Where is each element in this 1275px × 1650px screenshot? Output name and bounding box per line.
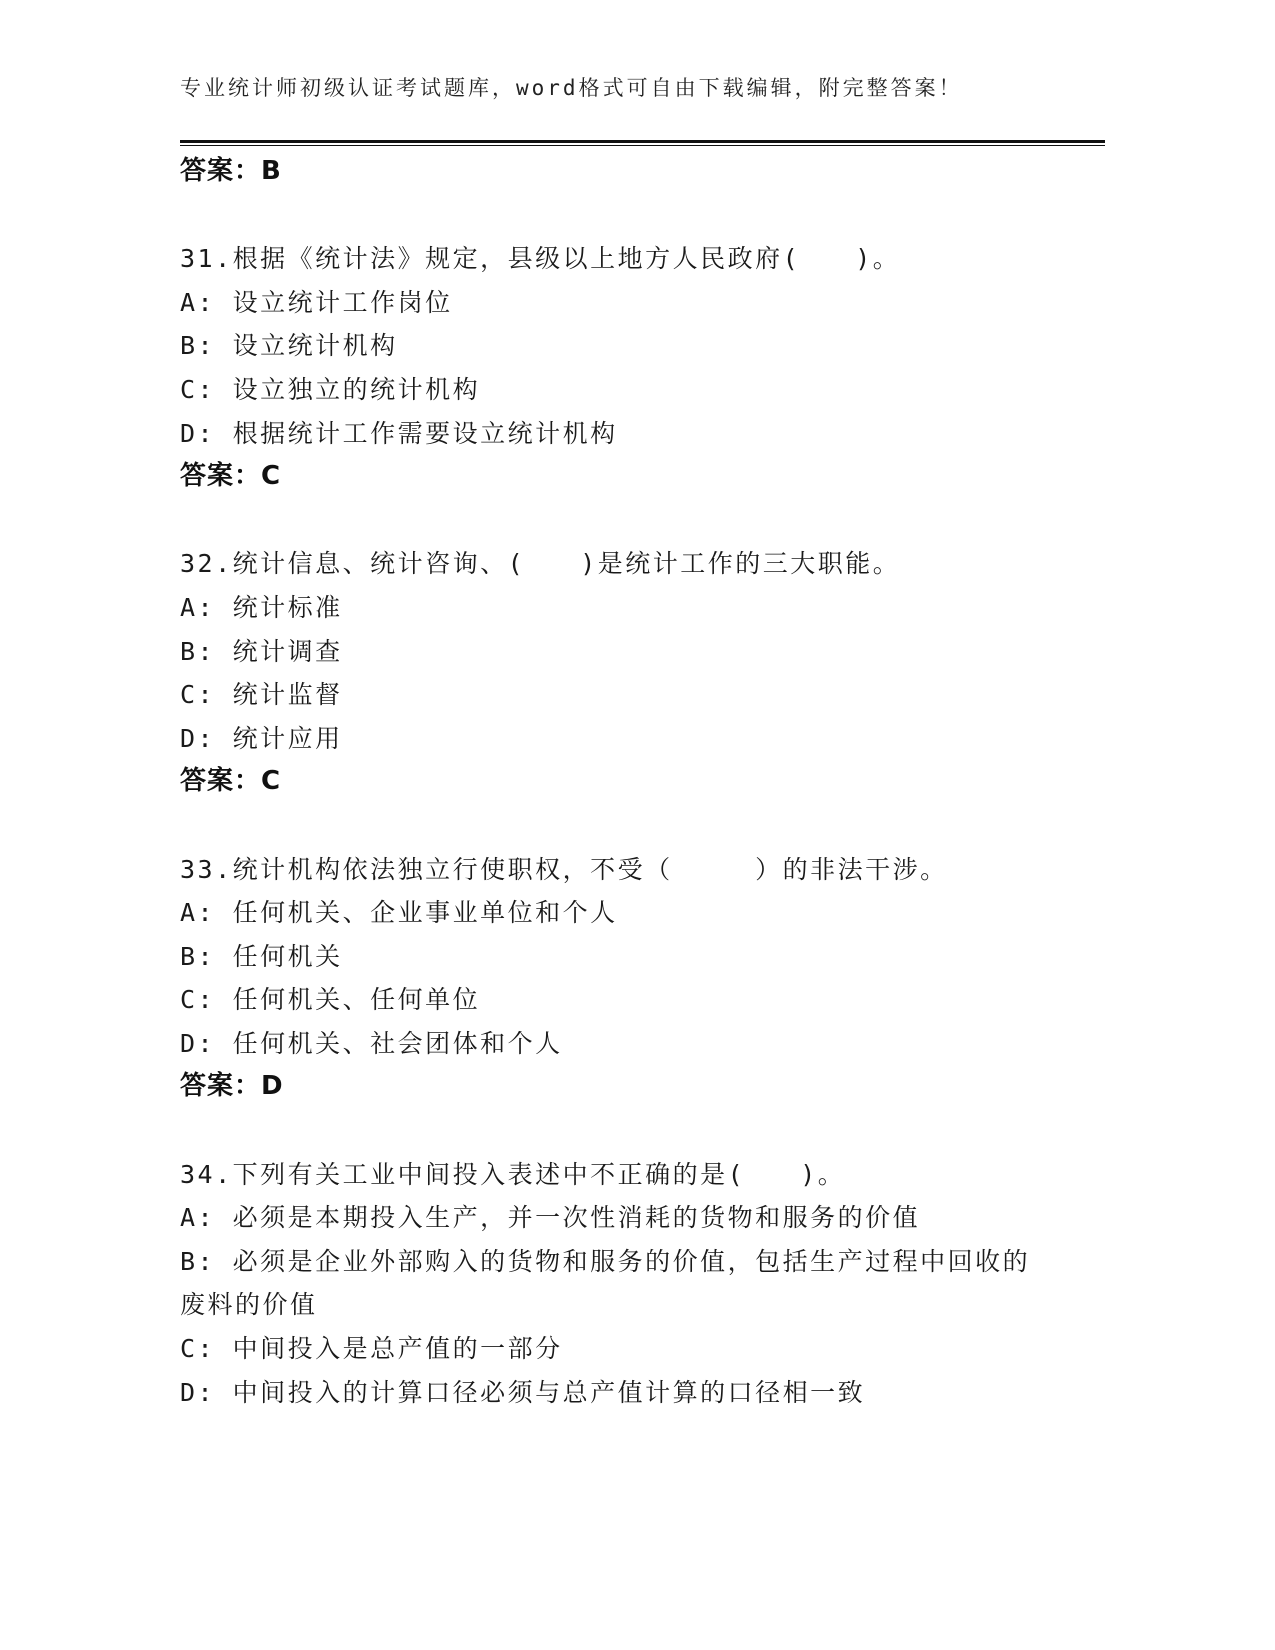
question-34 xyxy=(180,1153,1050,1415)
answer: 答案：C xyxy=(180,766,282,797)
option-c: C: 任何机关、任何单位 xyxy=(180,985,481,1015)
question-32 xyxy=(180,542,1050,804)
option-d: D: 中间投入的计算口径必须与总产值计算的口径相一致 xyxy=(180,1377,866,1407)
option-a: A: 统计标准 xyxy=(180,592,343,622)
question-stem: 31.根据《统计法》规定，县级以上地方人民政府( )。 xyxy=(180,244,901,274)
option-a: A: 任何机关、企业事业单位和个人 xyxy=(180,898,618,928)
option-b: B: 必须是企业外部购入的货物和服务的价值，包括生产过程中回收的废料的价值 xyxy=(180,1246,1031,1320)
question-33 xyxy=(180,848,1050,1110)
option-c: C: 中间投入是总产值的一部分 xyxy=(180,1334,563,1364)
option-c: C: 统计监督 xyxy=(180,680,343,710)
option-a: A: 必须是本期投入生产，并一次性消耗的货物和服务的价值 xyxy=(180,1203,921,1233)
answer: 答案：C xyxy=(180,461,282,492)
question-stem: 33.统计机构依法独立行使职权，不受（ ）的非法干涉。 xyxy=(180,854,948,884)
question-stem: 32.统计信息、统计咨询、( )是统计工作的三大职能。 xyxy=(180,549,901,579)
page-header: 专业统计师初级认证考试题库，word格式可自由下载编辑，附完整答案！ xyxy=(180,76,963,100)
option-d: D: 任何机关、社会团体和个人 xyxy=(180,1028,563,1058)
question-stem: 34.下列有关工业中间投入表述中不正确的是( )。 xyxy=(180,1159,846,1189)
previous-answer: 答案：B xyxy=(180,156,282,186)
option-d: D: 根据统计工作需要设立统计机构 xyxy=(180,418,618,448)
option-b: B: 设立统计机构 xyxy=(180,331,398,361)
option-b: B: 统计调查 xyxy=(180,636,343,666)
header-double-rule xyxy=(180,140,1105,146)
answer: 答案：D xyxy=(180,1071,284,1102)
option-c: C: 设立独立的统计机构 xyxy=(180,374,481,404)
question-31 xyxy=(180,237,1050,499)
question-content xyxy=(180,150,1050,1414)
option-d: D: 统计应用 xyxy=(180,723,343,753)
option-a: A: 设立统计工作岗位 xyxy=(180,287,453,317)
option-b: B: 任何机关 xyxy=(180,941,343,971)
